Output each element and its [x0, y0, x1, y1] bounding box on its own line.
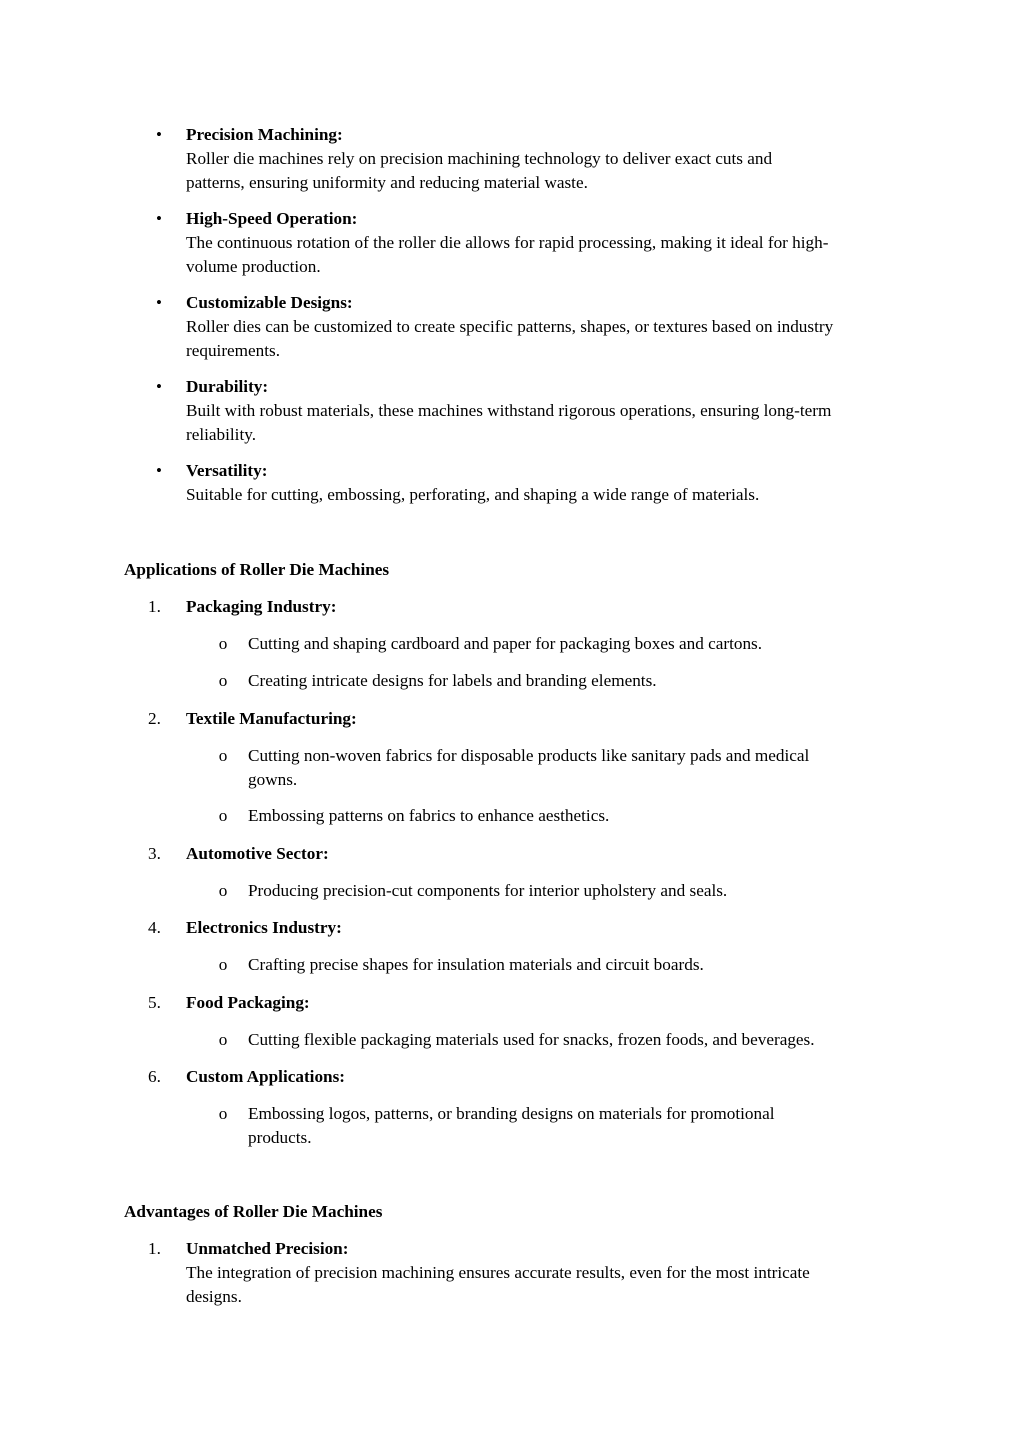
- advantage-unmatched-precision: [186, 1237, 906, 1309]
- application-title: Food Packaging:: [186, 993, 310, 1012]
- list-number: 1.: [148, 1239, 161, 1258]
- list-number: 2.: [148, 709, 161, 728]
- application-detail-line: gowns.: [248, 770, 298, 789]
- application-detail-line: Embossing logos, patterns, or branding designs on materials for promotional: [248, 1104, 775, 1123]
- application-detail: Creating intricate designs for labels and branding elements.: [248, 671, 657, 690]
- application-detail: [248, 744, 908, 792]
- list-number: 5.: [148, 993, 161, 1012]
- bullet-glyph: •: [156, 377, 162, 396]
- bullet-glyph: •: [156, 209, 162, 228]
- sub-bullet-glyph: o: [218, 955, 228, 974]
- application-title: Automotive Sector:: [186, 844, 329, 863]
- application-detail: [248, 1102, 908, 1150]
- bullet-glyph: •: [156, 293, 162, 312]
- feature-text: Suitable for cutting, embossing, perforating, and shaping a wide range of materials.: [186, 485, 760, 504]
- application-detail: Crafting precise shapes for insulation materials and circuit boards.: [248, 955, 704, 974]
- application-title: Packaging Industry:: [186, 597, 337, 616]
- feature-text: The continuous rotation of the roller die allows for rapid processing, making it ideal for high-: [186, 233, 829, 252]
- list-number: 6.: [148, 1067, 161, 1086]
- advantage-text: The integration of precision machining ensures accurate results, even for the most intricate: [186, 1263, 810, 1282]
- feature-customizable-designs: [186, 291, 906, 363]
- application-detail-line: Cutting non-woven fabrics for disposable products like sanitary pads and medical: [248, 746, 810, 765]
- application-detail: Producing precision-cut components for interior upholstery and seals.: [248, 881, 728, 900]
- application-title: Electronics Industry:: [186, 918, 342, 937]
- sub-bullet-glyph: o: [218, 746, 228, 765]
- application-detail-line: products.: [248, 1128, 312, 1147]
- feature-precision-machining: [186, 123, 906, 195]
- advantage-text: designs.: [186, 1287, 242, 1306]
- sub-bullet-glyph: o: [218, 881, 228, 900]
- feature-text: Built with robust materials, these machines withstand rigorous operations, ensuring long-term: [186, 401, 832, 420]
- feature-text: patterns, ensuring uniformity and reducing material waste.: [186, 173, 588, 192]
- application-detail: Cutting and shaping cardboard and paper for packaging boxes and cartons.: [248, 634, 763, 653]
- advantages-heading: Advantages of Roller Die Machines: [124, 1202, 383, 1221]
- feature-title: Precision Machining:: [186, 125, 343, 144]
- feature-versatility: [186, 459, 906, 507]
- feature-durability: [186, 375, 906, 447]
- feature-title: Customizable Designs:: [186, 293, 353, 312]
- list-number: 1.: [148, 597, 161, 616]
- sub-bullet-glyph: o: [218, 806, 228, 825]
- feature-title: High-Speed Operation:: [186, 209, 358, 228]
- list-number: 4.: [148, 918, 161, 937]
- feature-title: Versatility:: [186, 461, 268, 480]
- bullet-glyph: •: [156, 125, 162, 144]
- application-detail: Embossing patterns on fabrics to enhance aesthetics.: [248, 806, 610, 825]
- feature-text: volume production.: [186, 257, 321, 276]
- application-title: Textile Manufacturing:: [186, 709, 357, 728]
- feature-text: Roller die machines rely on precision machining technology to deliver exact cuts and: [186, 149, 773, 168]
- bullet-glyph: •: [156, 461, 162, 480]
- feature-text: Roller dies can be customized to create specific patterns, shapes, or textures based on industry: [186, 317, 834, 336]
- feature-text: reliability.: [186, 425, 256, 444]
- application-detail: Cutting flexible packaging materials used for snacks, frozen foods, and beverages.: [248, 1030, 815, 1049]
- application-title: Custom Applications:: [186, 1067, 346, 1086]
- feature-title: Durability:: [186, 377, 269, 396]
- feature-text: requirements.: [186, 341, 281, 360]
- sub-bullet-glyph: o: [218, 634, 228, 653]
- sub-bullet-glyph: o: [218, 671, 228, 690]
- advantage-title: Unmatched Precision:: [186, 1239, 349, 1258]
- sub-bullet-glyph: o: [218, 1104, 228, 1123]
- sub-bullet-glyph: o: [218, 1030, 228, 1049]
- applications-heading: Applications of Roller Die Machines: [124, 560, 390, 579]
- feature-high-speed-operation: [186, 207, 906, 279]
- list-number: 3.: [148, 844, 161, 863]
